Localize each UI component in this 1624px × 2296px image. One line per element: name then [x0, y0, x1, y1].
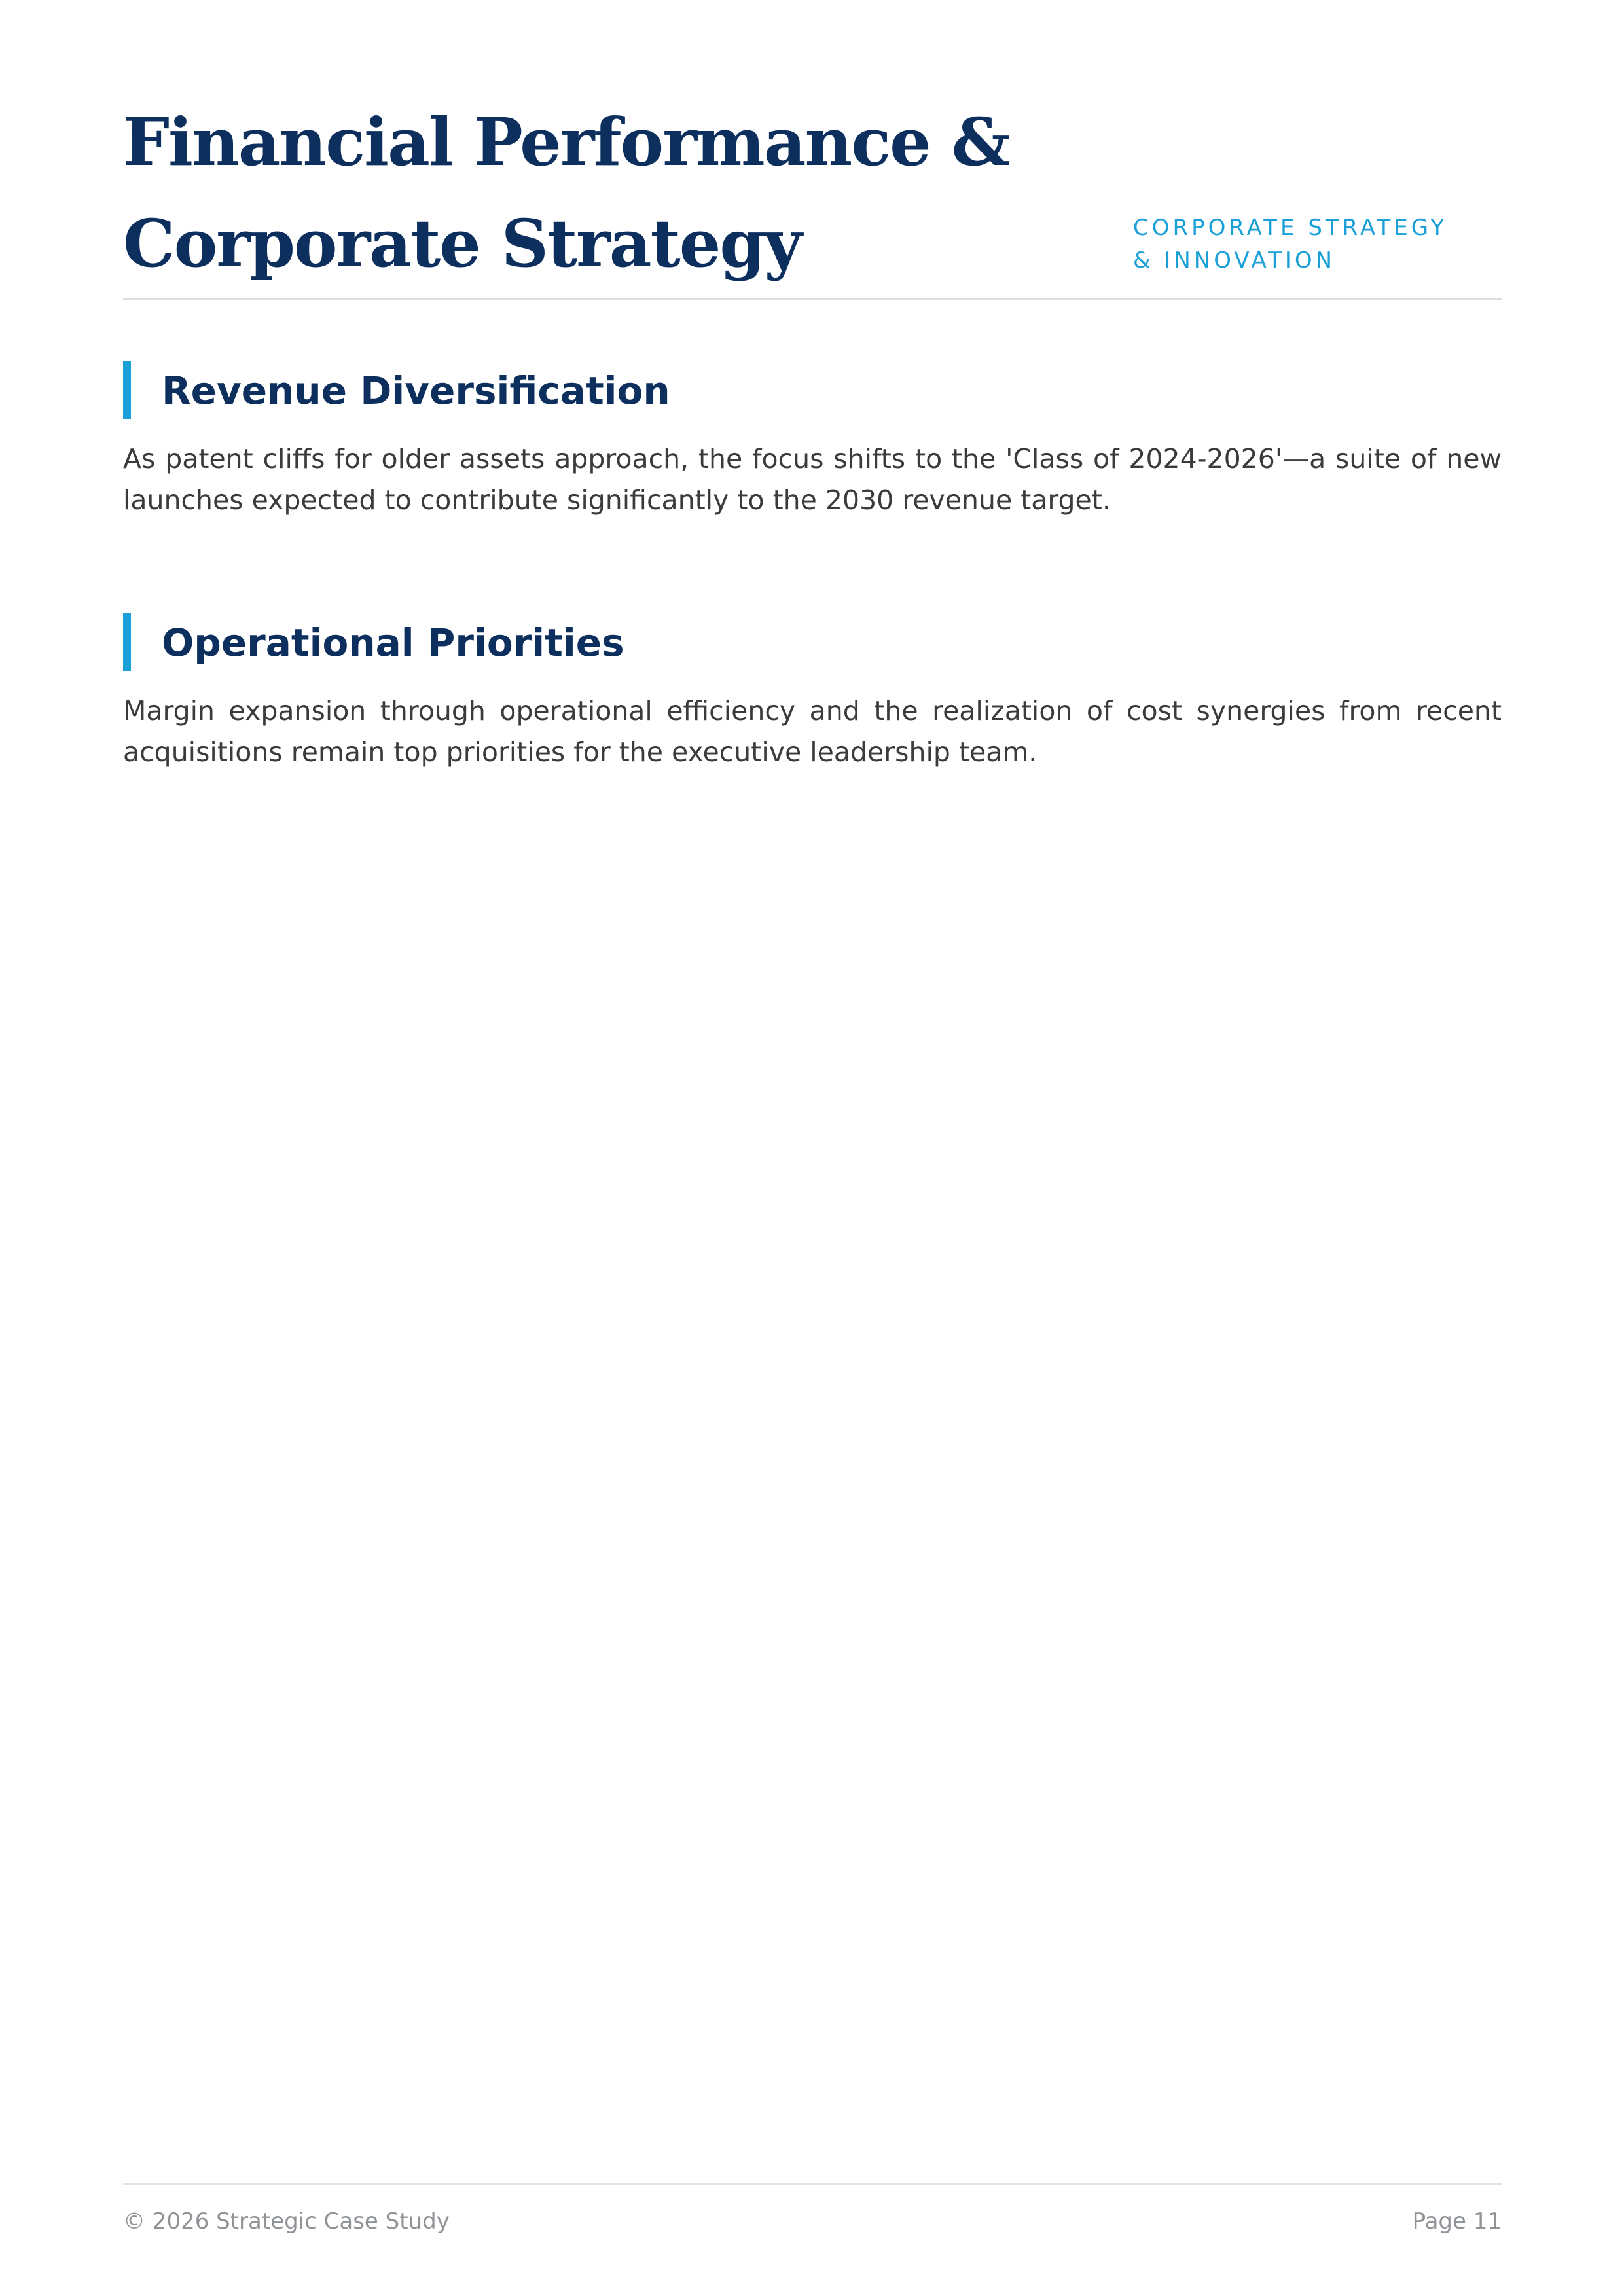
section-accent-bar: [123, 613, 131, 671]
header-divider: [123, 298, 1502, 300]
document-category-label: CORPORATE STRATEGY & INNOVATION: [1133, 215, 1448, 274]
footer-page-number: Page 11: [1412, 2208, 1502, 2234]
footer-divider: [123, 2183, 1502, 2185]
section-accent-bar: [123, 361, 131, 419]
section-paragraph: As patent cliffs for older assets approach, the focus shifts to the 'Class of 2024-2026'—a suite of new launches expected to contribute significantly to the 2030 revenue target.: [123, 443, 1502, 516]
section-title: Operational Priorities: [162, 620, 624, 665]
footer-copyright: © 2026 Strategic Case Study: [123, 2208, 450, 2234]
page-header: [123, 79, 1502, 301]
section-paragraph: Margin expansion through operational efficiency and the realization of cost synergies from recent acquisitions remain top priorities for the executive leadership team.: [123, 695, 1502, 768]
section-operational-priorities: [123, 613, 1502, 773]
section-revenue-diversification: [123, 361, 1502, 521]
section-heading: [123, 613, 1502, 672]
section-title: Revenue Diversification: [162, 368, 670, 413]
section-heading: [123, 361, 1502, 420]
page-title: Financial Performance & Corporate Strategy: [123, 103, 1009, 282]
